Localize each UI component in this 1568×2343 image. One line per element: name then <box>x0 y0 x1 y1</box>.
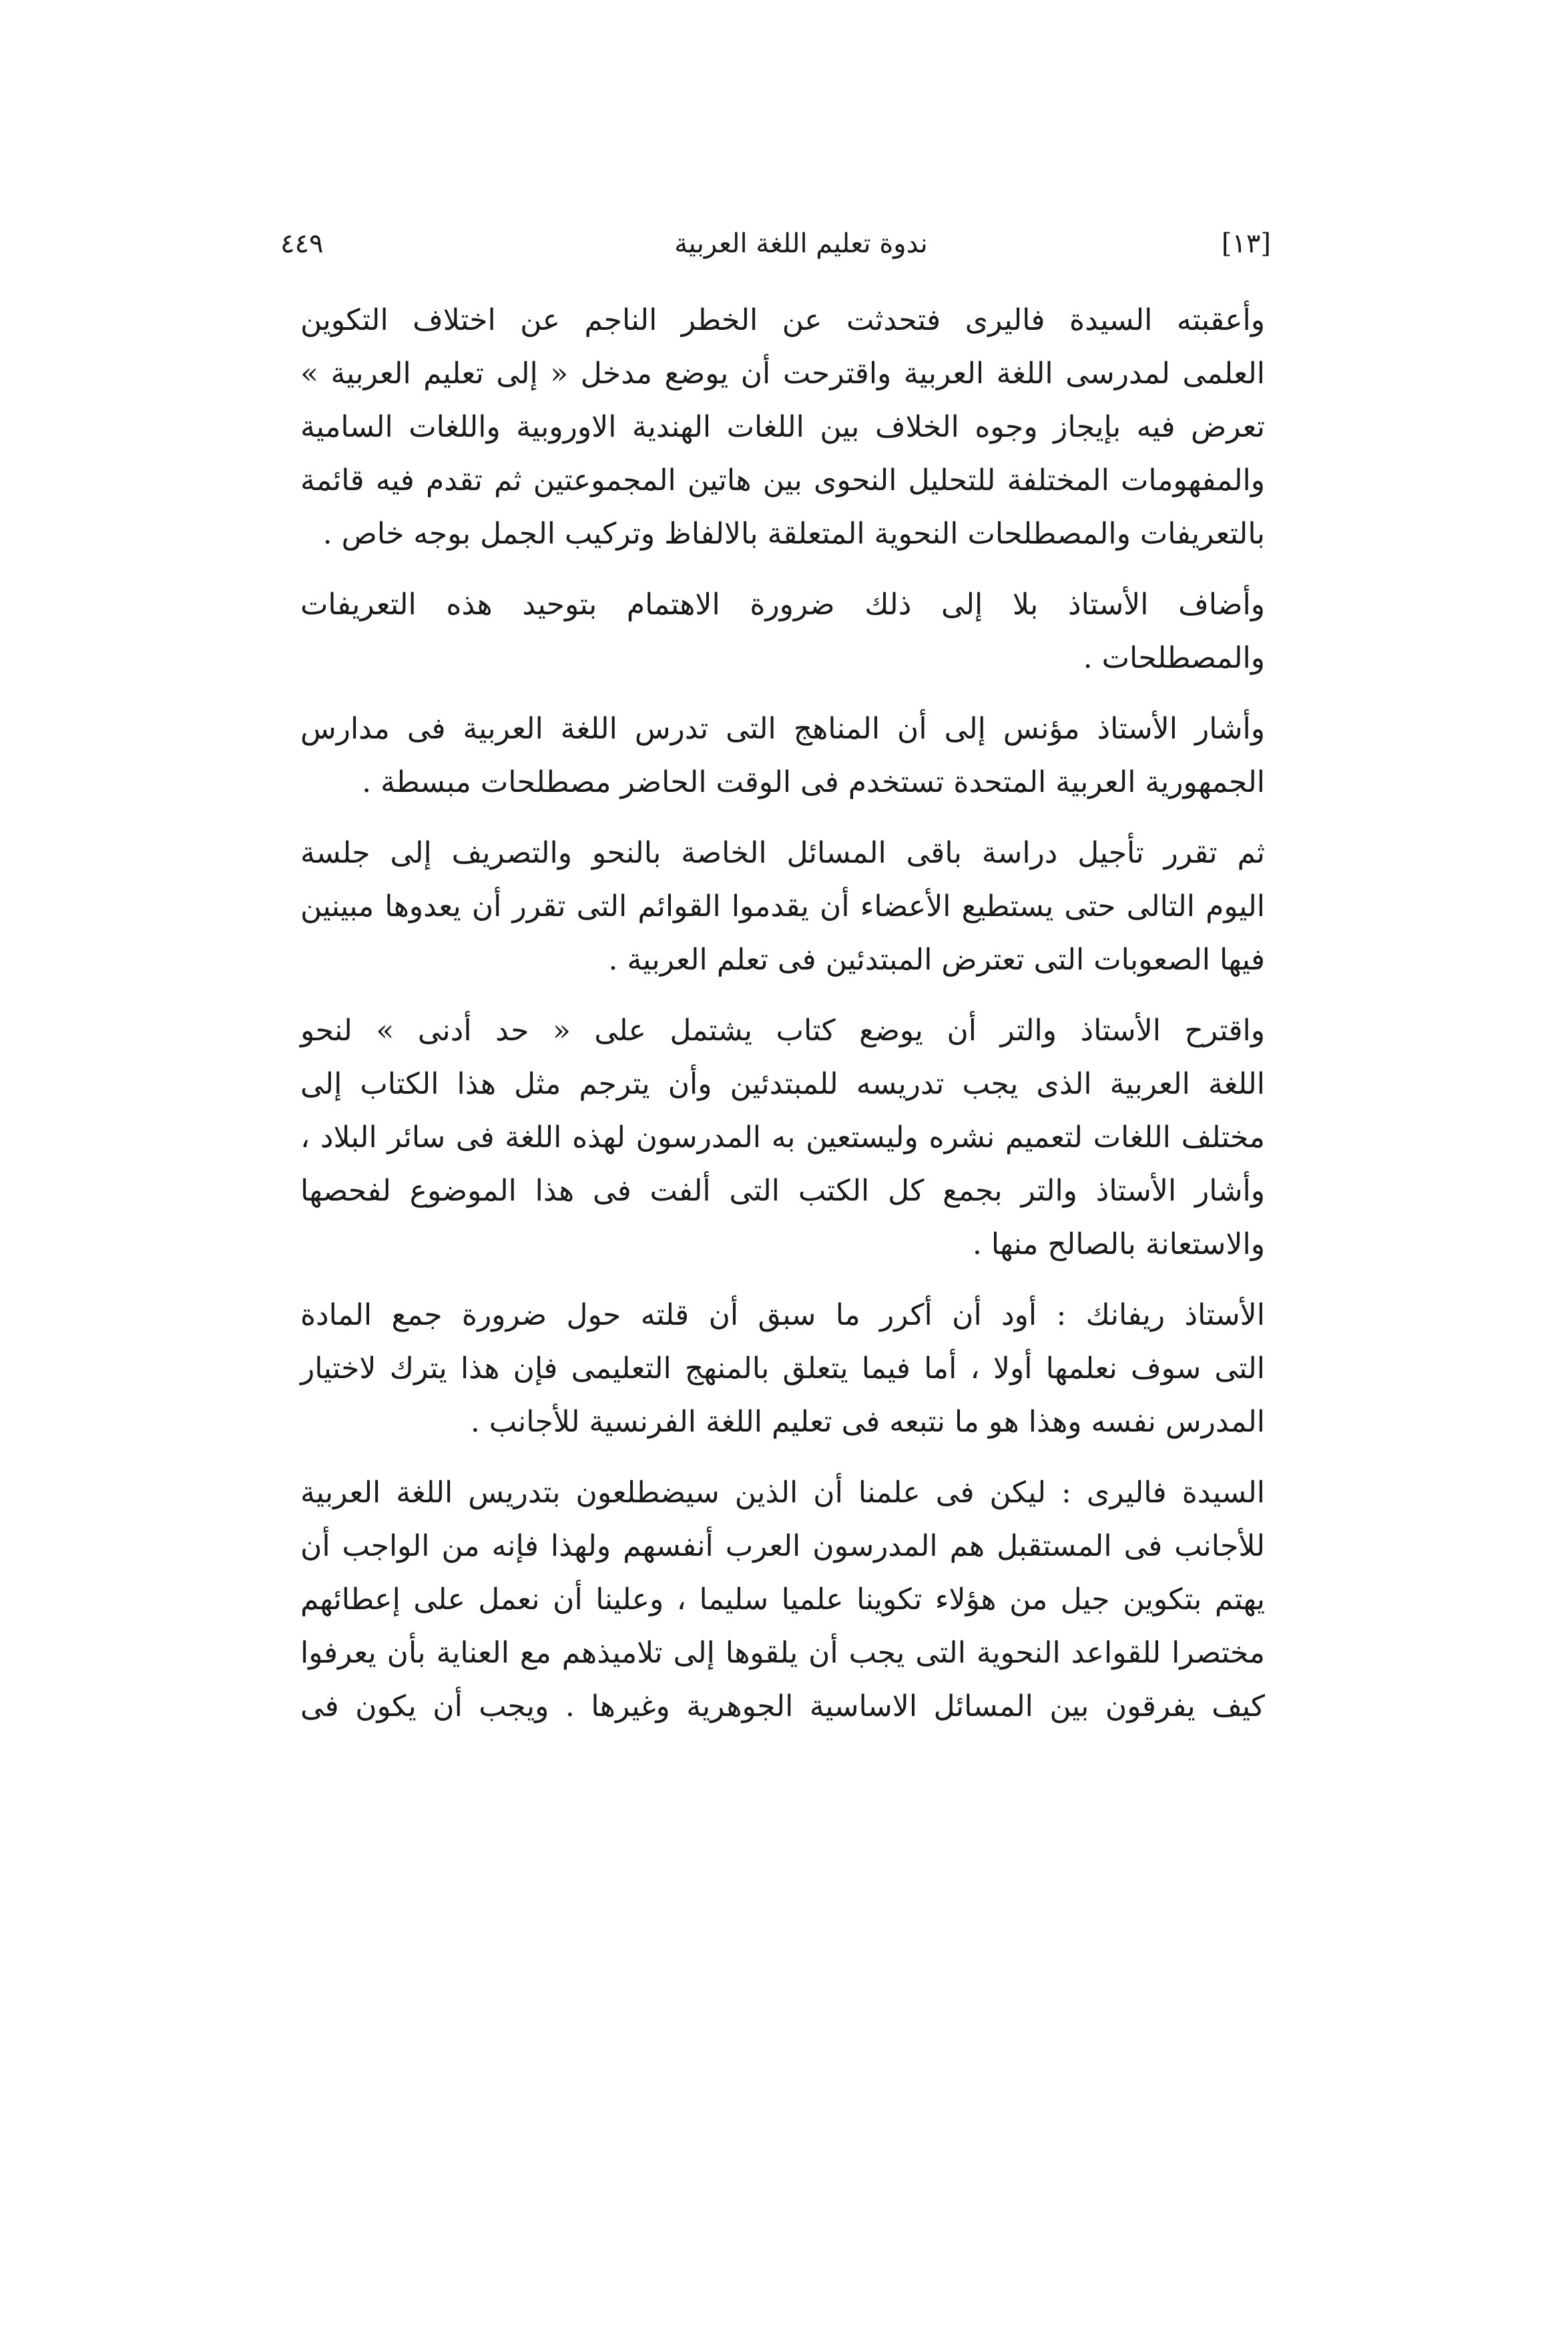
text-line: وأشار الأستاذ والتر بجمع كل الكتب التى ألفت فى هذا الموضوع لفحصها <box>300 1174 1265 1208</box>
text-line: ثم تقرر تأجيل دراسة باقى المسائل الخاصة بالنحو والتصريف إلى جلسة <box>300 836 1265 870</box>
text-line: والمصطلحات . <box>1083 641 1265 675</box>
running-title: ندوة تعليم اللغة العربية <box>674 228 928 259</box>
section-number: [١٣] <box>1221 228 1271 259</box>
text-line: بالتعريفات والمصطلحات النحوية المتعلقة بالالفاظ وتركيب الجمل بوجه خاص . <box>322 517 1265 551</box>
text-line: مختلف اللغات لتعميم نشره وليستعين به المدرسون لهذه اللغة فى سائر البلاد ، <box>300 1120 1265 1154</box>
paragraph <box>300 1466 1265 1733</box>
text-line: السيدة فاليرى : ليكن فى علمنا أن الذين سيضطلعون بتدريس اللغة العربية <box>300 1476 1265 1510</box>
text-line: وأشار الأستاذ مؤنس إلى أن المناهج التى تدرس اللغة العربية فى مدارس <box>300 712 1265 746</box>
paragraph <box>300 827 1265 987</box>
text-line: الأستاذ ريفانك : أود أن أكرر ما سبق أن قلته حول ضرورة جمع المادة <box>300 1298 1265 1332</box>
text-line: المدرس نفسه وهذا هو ما نتبعه فى تعليم اللغة الفرنسية للأجانب . <box>470 1405 1265 1439</box>
text-line: فيها الصعوبات التى تعترض المبتدئين فى تعلم العربية . <box>608 943 1265 977</box>
text-line: والاستعانة بالصالح منها . <box>972 1227 1265 1261</box>
text-line: يهتم بتكوين جيل من هؤلاء تكوينا علميا سليما ، وعلينا أن نعمل على إعطائهم <box>300 1582 1266 1617</box>
text-line: وأضاف الأستاذ بلا إلى ذلك ضرورة الاهتمام بتوحيد هذه التعريفات <box>300 588 1265 622</box>
text-line: تعرض فيه بإيجاز وجوه الخلاف بين اللغات الهندية الاوروبية واللغات السامية <box>300 410 1265 444</box>
text-line: للأجانب فى المستقبل هم المدرسون العرب أنفسهم ولهذا فإنه من الواجب أن <box>300 1529 1265 1563</box>
page-number: ٤٤٩ <box>280 228 324 259</box>
paragraph <box>300 578 1265 685</box>
paragraph <box>300 294 1265 561</box>
text-line: اللغة العربية الذى يجب تدريسه للمبتدئين وأن يترجم مثل هذا الكتاب إلى <box>300 1067 1265 1101</box>
text-line: والمفهومات المختلفة للتحليل النحوى بين هاتين المجموعتين ثم تقدم فيه قائمة <box>300 463 1265 497</box>
text-line: وأعقبته السيدة فاليرى فتحدثت عن الخطر الناجم عن اختلاف التكوين <box>300 303 1265 337</box>
text-line: اليوم التالى حتى يستطيع الأعضاء أن يقدموا القوائم التى تقرر أن يعدوها مبينين <box>300 889 1265 923</box>
text-line: كيف يفرقون بين المسائل الاساسية الجوهرية وغيرها . ويجب أن يكون فى <box>300 1689 1265 1723</box>
body-text <box>300 294 1265 1751</box>
text-line: مختصرا للقواعد النحوية التى يجب أن يلقوها إلى تلاميذهم مع العناية بأن يعرفوا <box>300 1636 1265 1670</box>
text-line: العلمى لمدرسى اللغة العربية واقترحت أن يوضع مدخل « إلى تعليم العربية » <box>300 357 1265 391</box>
text-line: التى سوف نعلمها أولا ، أما فيما يتعلق بالمنهج التعليمى فإن هذا يترك لاختيار <box>300 1351 1265 1386</box>
paragraph <box>300 1289 1265 1449</box>
text-line: الجمهورية العربية المتحدة تستخدم فى الوقت الحاضر مصطلحات مبسطة . <box>362 765 1265 799</box>
paragraph <box>300 1004 1265 1271</box>
text-line: واقترح الأستاذ والتر أن يوضع كتاب يشتمل على « حد أدنى » لنحو <box>300 1014 1265 1048</box>
paragraph <box>300 702 1265 809</box>
